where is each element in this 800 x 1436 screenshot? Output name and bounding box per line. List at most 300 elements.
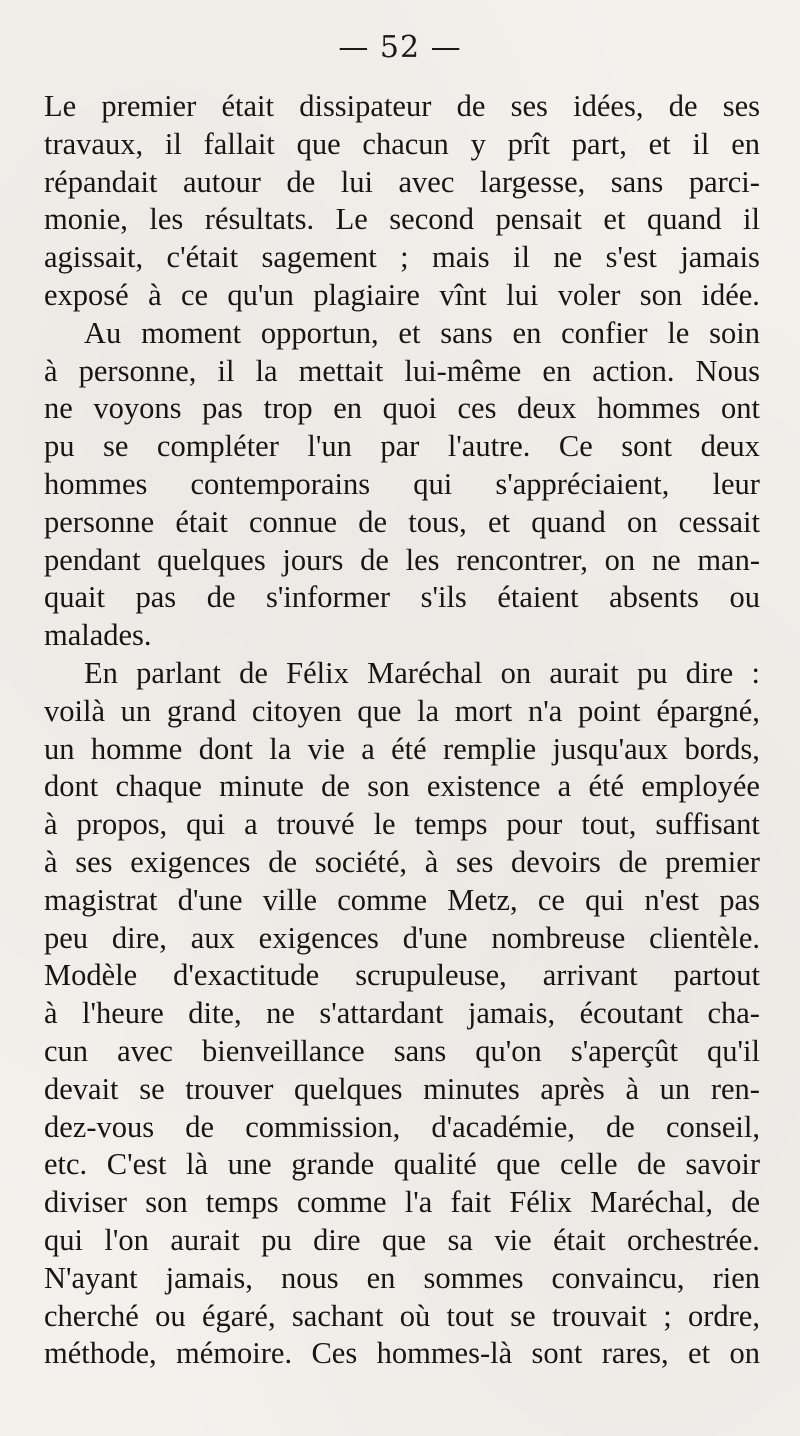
word: de [321,769,350,804]
word: il [743,202,760,237]
word: clientèle. [649,920,760,955]
word: voyons [93,391,182,426]
word: il [513,240,530,275]
word: il [692,126,710,161]
line-text [44,428,760,466]
word: ne [266,996,295,1031]
word: de [268,844,298,879]
word: qu'un [227,277,294,312]
word: mais [432,240,490,275]
text-line [44,1298,760,1336]
word: en [366,1260,396,1295]
line-text [44,504,760,542]
word: sommes [423,1260,524,1295]
text-line [44,239,760,277]
word: quelques [294,1071,403,1106]
word: convaincu, [551,1260,685,1295]
word: quand [531,504,606,539]
word: l'autre. [447,429,531,464]
line-text [44,1335,760,1373]
word: les [149,202,184,237]
word: ne [553,240,583,275]
line-text [44,201,760,239]
word: de [185,1109,215,1144]
word: quelques [157,542,266,577]
word: après [540,1071,605,1106]
word: citoyen [251,693,342,728]
word: En [84,655,118,690]
word: il [164,126,182,161]
word: C'est [106,1147,167,1182]
word: où [399,1298,431,1333]
word: existence [426,769,541,804]
word: d'une [402,920,468,955]
word: ne [651,542,681,577]
word: suffisant [655,807,760,842]
word: là [186,1147,209,1182]
word: qu'on [475,1033,542,1068]
line-text [44,920,760,958]
word: qui [186,807,226,842]
word: lui [506,277,539,312]
word: jusqu'aux [552,731,669,766]
word: de [637,1147,666,1182]
word: en [333,391,363,426]
word: trouvait [552,1298,647,1333]
word: par [380,429,420,464]
word: on [500,655,532,690]
word: Ces [311,1336,358,1371]
word: minute [219,769,304,804]
word: que [357,693,402,728]
word: la [269,731,292,766]
word: vie [494,1222,532,1257]
word: scrupuleuse, [355,958,507,993]
word: autour [183,164,261,199]
line-text [44,1184,760,1222]
word: nous [280,1260,339,1295]
word: mort [454,693,513,728]
text-line [44,164,760,202]
word: un [44,731,75,766]
word: idée. [701,277,760,312]
word: son [639,277,683,312]
word: ; [400,240,409,275]
word: il [217,353,235,388]
line-text [44,239,760,277]
word: et [603,202,626,237]
line-text [44,844,760,882]
text-line [44,957,760,995]
word: action. [592,353,675,388]
word: que [296,126,341,161]
line-text [44,957,760,995]
line-text [44,542,760,580]
text-line [44,920,760,958]
word: pour [506,807,563,842]
line-text [44,731,760,769]
word: ville [262,882,318,917]
word: s'informer [266,580,391,615]
body-text [44,88,760,1373]
word: a [557,769,572,804]
word: Félix [509,1185,573,1220]
line-text [44,693,760,731]
text-line [44,693,760,731]
word: absents [609,580,699,615]
word: point [577,693,641,728]
word: dite, [188,996,242,1031]
word: temps [414,807,488,842]
word: personne, [78,353,197,388]
word: on [604,542,636,577]
word: on [626,504,658,539]
word: vie [307,731,345,766]
word: rien [712,1260,760,1295]
word: parlant [136,655,221,690]
line-text [44,1071,760,1109]
word: n'est [644,882,700,917]
line-text: malades. [44,618,152,653]
line-text [44,806,760,844]
word: son [367,769,410,804]
word: épargné, [656,693,760,728]
word: un [120,693,152,728]
word: leur [712,466,760,501]
word: rares, [601,1336,669,1371]
word: opportun, [260,315,379,350]
text-line [44,806,760,844]
line-text [44,126,760,164]
line-text [44,1298,760,1336]
word: de [358,504,388,539]
word: Nous [695,353,760,388]
word: de [239,655,268,690]
word: s'attardant [319,996,444,1031]
word: fallait [203,126,275,161]
word: sagement [261,240,377,275]
word: on [729,1336,760,1371]
word: jamais [680,240,760,275]
word: pendant [44,542,141,577]
word: était [553,1222,606,1257]
word: sans [610,164,664,199]
word: travaux, [44,126,144,161]
word: à [44,353,58,388]
word: été [588,769,625,804]
word: idées, [573,89,644,123]
word: devoirs [511,844,601,879]
word: ce [180,277,209,312]
line-text [44,1109,760,1147]
word: exigences [258,920,379,955]
word: c'était [166,240,239,275]
line-text [44,995,760,1033]
line-text [44,579,760,617]
word: voilà [44,693,105,728]
text-line [44,353,760,391]
word: tous, [408,504,467,539]
word: dissipateur [299,89,432,123]
word: égaré, [201,1298,276,1333]
word: compléter [156,429,279,464]
line-text [44,164,760,202]
word: ses [510,89,548,123]
text-line [44,201,760,239]
page-number: — 52 — [338,30,462,65]
text-line [44,1335,760,1373]
word: écoutant [579,996,683,1031]
word: part, [571,126,627,161]
word: plagiaire [313,277,420,312]
word: chacun [362,126,449,161]
word: hommes-là [376,1336,513,1371]
word: celle [559,1147,618,1182]
word: quoi [382,391,437,426]
word: méthode, [44,1336,157,1371]
line-text [44,1146,760,1184]
word: avec [117,1033,173,1068]
word: confier [561,315,648,350]
word: aurait [170,1222,240,1257]
word: un [659,1071,691,1106]
word: jours [282,542,344,577]
line-text [84,655,760,693]
word: Au [84,315,122,350]
word: sachant [291,1298,384,1333]
line-text [44,1222,760,1260]
text-line [44,126,760,164]
word: se [139,1071,165,1106]
word: lui-même [404,353,522,388]
word: orchestrée. [627,1222,760,1257]
word: l'heure [82,996,164,1031]
word: Maréchal [367,655,483,690]
word: ne [44,391,73,426]
word: répandait [44,164,158,199]
text-line [44,1222,760,1260]
word: sans [393,1033,447,1068]
word: de [360,542,389,577]
word: devait [44,1071,119,1106]
text-line [44,1071,760,1109]
word: s'aperçût [570,1033,678,1068]
word: sont [531,1336,583,1371]
word: minutes [423,1071,520,1106]
word: largesse, [479,164,586,199]
word: chaque [115,769,202,804]
word: temps [205,1185,279,1220]
word: ce [537,882,565,917]
line-text [84,315,760,353]
word: partout [673,958,760,993]
word: personne [44,504,155,539]
word: l'on [104,1222,149,1257]
word: à [44,844,58,879]
word: grande [291,1147,375,1182]
word: et [398,315,421,350]
word: dire, [111,920,167,955]
word: hommes [44,466,148,501]
word: étaient [497,580,579,615]
word: à [148,277,162,312]
word: fait [450,1185,492,1220]
word: se [103,429,129,464]
word: et [487,504,510,539]
word: s'ils [420,580,467,615]
text-line [44,617,760,655]
word: l'un [307,429,352,464]
text-line [44,277,760,315]
word: résultats. [204,202,315,237]
word: comme [337,882,428,917]
text-line [44,731,760,769]
word: quand [646,202,722,237]
word: société, [314,844,408,879]
word: comme [296,1185,387,1220]
word: et [688,1336,711,1371]
word: vînt [439,277,487,312]
word: jamais, [467,996,556,1031]
word: homme [90,731,183,766]
word: les [405,542,440,577]
word: conseil, [665,1109,760,1144]
word: tout, [581,807,637,842]
word: ses [456,844,494,879]
word: Ce [558,429,593,464]
word: à [625,1071,639,1106]
word: pas [719,882,760,917]
word: deux [517,391,577,426]
word: trop [263,391,313,426]
word: aux [190,920,235,955]
text-line [44,390,760,428]
word: ren- [710,1071,760,1106]
word: parci- [688,164,760,199]
word: jamais, [165,1260,253,1295]
word: de [606,1109,635,1144]
word: qui [44,1222,83,1257]
word: la [255,353,278,388]
word: pu [44,429,75,464]
line-text [44,466,760,504]
word: était [175,504,228,539]
line-text [44,1033,760,1071]
line-text [44,353,760,391]
word: voler [557,277,621,312]
word: sont [621,429,673,464]
word: trouver [185,1071,274,1106]
word: était [221,89,274,123]
text-line [44,542,760,580]
word: de [618,844,648,879]
word: une [227,1147,272,1182]
word: de [286,164,316,199]
word: de [206,580,236,615]
word: que [496,1147,541,1182]
word: quait [44,580,105,615]
word: mémoire. [176,1336,293,1371]
text-line [44,88,760,126]
word: deux [700,429,760,464]
word: a [244,807,258,842]
word: hommes [597,391,701,426]
word: second [389,202,474,237]
word: Maréchal, [590,1185,713,1220]
word: cherché [44,1298,139,1333]
word: y [470,126,486,161]
word: le [373,807,396,842]
line-text [44,88,760,126]
word: cessait [678,504,760,539]
word: de [731,1185,760,1220]
word: le [667,315,690,350]
word: etc. [44,1147,88,1182]
word: que [382,1222,427,1257]
word: ses [722,89,760,123]
word: rencontrer, [456,542,588,577]
word: à [44,807,58,842]
word: avec [398,164,455,199]
word: pas [135,580,177,615]
word: se [510,1298,536,1333]
word: savoir [685,1147,760,1182]
word: : [751,655,760,690]
word: d'exactitude [173,958,320,993]
word: dont [198,731,253,766]
word: dez-vous [44,1109,155,1144]
word: employée [641,769,760,804]
word: agissait, [44,240,144,275]
word: d'académie, [431,1109,575,1144]
word: cha- [707,996,760,1031]
word: mettait [298,353,384,388]
text-line [44,844,760,882]
word: a [361,731,375,766]
word: monie, [44,202,128,237]
word: ces [457,391,497,426]
word: s'appréciaient, [495,466,670,501]
word: s'est [605,240,657,275]
text-line [44,579,760,617]
word: prît [507,126,550,161]
word: été [391,731,427,766]
word: ont [721,391,760,426]
word: qui [413,466,453,501]
word: qualité [393,1147,477,1182]
word: qu'il [707,1033,760,1068]
word: son [145,1185,188,1220]
text-line [44,1109,760,1147]
line-text [44,390,760,428]
word: en [542,353,572,388]
word: pu [637,655,668,690]
word: tout [446,1298,494,1333]
word: Félix [286,655,349,690]
word: ; [663,1298,672,1333]
word: dire [313,1222,361,1257]
word: premier [101,89,197,123]
text-line [44,768,760,806]
word: pu [261,1222,292,1257]
word: ses [75,844,113,879]
word: sans [440,315,493,350]
text-line [44,1033,760,1071]
word: cun [44,1033,89,1068]
line-text [44,768,760,806]
word: aurait [549,655,619,690]
word: contemporains [190,466,371,501]
